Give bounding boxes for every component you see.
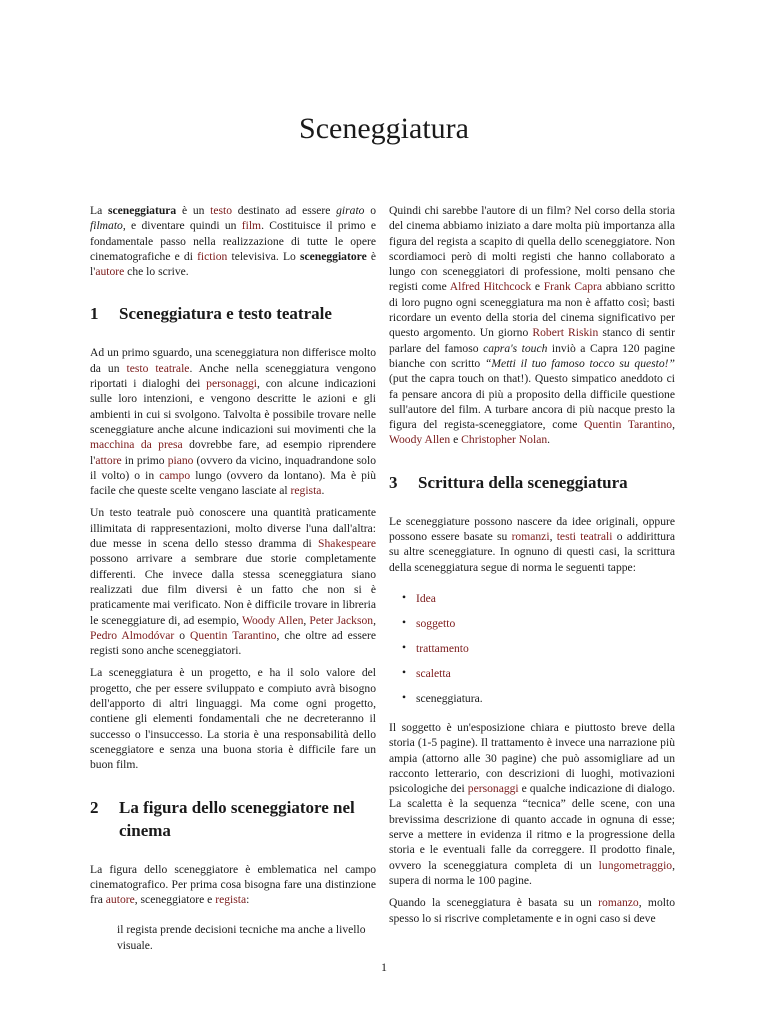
section-1-paragraph-1	[90, 345, 376, 498]
text-run: , con alcune indicazioni sulle loro intenzioni, e vengono descritte le azioni e gli ambienti in cui si svolgono. Talvolta è possibile trovare nelle sceneggiature anche alcune indicazioni sui movimenti che la	[90, 377, 376, 436]
page-title: Sceneggiatura	[299, 112, 469, 145]
section-number: 2	[90, 797, 99, 817]
italic-text: “Metti il tuo famoso tocco su questo!”	[484, 356, 675, 370]
text-run: La sceneggiatura è un progetto, e ha il solo valore del progetto, che per essere sviluppato e compiuto avrà bisogno dell'apporto di altri linguaggi. Ma come ogni progetto, contiene gli elementi fondamentali che ne decreteranno il successo o l'insuccesso. La storia è una responsabilità dello sceneggiatore e senza una buona storia è difficile fare un buon film.	[90, 666, 376, 772]
text-run: :	[246, 893, 250, 907]
text-run: La	[90, 204, 108, 217]
section-1-paragraph-3	[90, 665, 376, 772]
wiki-link[interactable]: Shakespeare	[318, 537, 376, 551]
text-run: Il soggetto è un'esposizione chiara e piuttosto breve della storia (1-5 pagine). Il trattamento è invece una narrazione più ampia (attorno alle 30 pagine) che può assomigliare ad un racconto letterario, con descrizioni di luoghi, motivazioni psicologiche dei	[389, 720, 675, 796]
steps-list	[389, 591, 675, 706]
text-run: , sceneggiatore e	[134, 893, 216, 907]
text-run: inviò a Capra 120 pagine bianche con scritto	[389, 341, 675, 370]
text-run: Quando la sceneggiatura è basata su un	[389, 896, 599, 910]
text-run: lungo (ovvero da lontano). Ma è più facile che queste scelte vengano lasciate al	[90, 468, 376, 498]
section-2-paragraph-1	[90, 862, 376, 908]
text-run: , che oltre ad essere registi sono anche sceneggiatori.	[90, 628, 376, 658]
wiki-link[interactable]: lungometraggio	[598, 858, 673, 872]
text-run: è un	[176, 204, 211, 217]
text-run: e	[531, 280, 544, 294]
section-number: 3	[389, 472, 398, 492]
section-3-paragraph-3	[389, 895, 675, 926]
wiki-link[interactable]: Quentin Tarantino	[584, 418, 673, 432]
text-run: Un testo teatrale può conoscere una quantità praticamente illimitata di rappresentazioni, molto diverse l'una dall'altra: due messe in scena dello stesso dramma di	[90, 506, 376, 551]
wiki-link[interactable]: autore	[105, 893, 135, 907]
wiki-link[interactable]: personaggi	[206, 377, 258, 391]
section-1-paragraph-2	[90, 505, 376, 658]
text-run: destinato ad essere	[232, 204, 337, 217]
wiki-link[interactable]: personaggi	[467, 782, 519, 796]
italic-text: girato	[336, 204, 365, 217]
section-1-heading	[90, 302, 376, 325]
text-run: abbiano scritto di loro pugno ogni sceneggiatura ma non è affatto così; basti ricordare un evento della storia del cinema significativo per questo argomento. Un giorno	[389, 280, 676, 340]
list-item[interactable]	[402, 591, 675, 606]
text-run: . Anche nella sceneggiatura vengono riportati i dialoghi dei	[90, 361, 376, 391]
page-number: 1	[381, 960, 387, 974]
text-run: possono arrivare a sembrare due storie completamente differenti. Che invece dalla stessa sceneggiatura siano realizzati due film diversi è un fatto che non si è praticamente mai verificato. Non è difficile trovare in libreria le sceneggiature di, ad esempio,	[90, 552, 376, 627]
wiki-link[interactable]: Quentin Tarantino	[190, 628, 277, 642]
text-run: televisiva. Lo	[227, 249, 300, 263]
text-run: Ad un primo sguardo, una sceneggiatura non differisce molto da un	[90, 346, 376, 375]
wiki-link[interactable]: fiction	[197, 249, 228, 263]
wiki-link[interactable]: Peter Jackson	[309, 613, 374, 627]
wiki-link[interactable]: regista	[290, 484, 322, 498]
wiki-link[interactable]: Frank Capra	[543, 280, 603, 294]
italic-text: capra's touch	[483, 341, 548, 355]
text-run: o	[174, 628, 191, 642]
wiki-link[interactable]: Pedro Almodóvar	[90, 628, 175, 642]
list-item[interactable]	[402, 641, 675, 656]
section-number: 1	[90, 304, 99, 324]
text-run: ,	[373, 613, 376, 627]
text-run: che lo scrive.	[124, 265, 189, 279]
step-label[interactable]: Idea	[416, 591, 436, 605]
section-3-heading	[389, 471, 675, 494]
text-run: (ovvero da vicino, inquadrandone solo il volto) o in	[90, 453, 376, 482]
section-2-quote: il regista prende decisioni tecniche ma anche a livello visuale.	[117, 923, 366, 952]
wiki-link[interactable]: Woody Allen	[241, 613, 304, 627]
text-run: .	[321, 484, 325, 498]
wiki-link[interactable]: Robert Riskin	[532, 326, 599, 340]
text-run: Le sceneggiature possono nascere da idee originali, oppure possono essere basate su	[389, 514, 675, 544]
wiki-link[interactable]: testi teatrali	[556, 530, 613, 544]
text-run: o addirittura su altre sceneggiature. In ognuno di questi casi, la scrittura della sceneggiatura segue di norma le seguenti tappe:	[389, 530, 676, 574]
section-3-paragraph-1	[389, 514, 675, 575]
section-title: Sceneggiatura e testo teatrale	[119, 304, 332, 324]
wiki-link[interactable]: testo	[210, 204, 233, 217]
right-column	[389, 203, 675, 933]
wiki-link[interactable]: romanzi	[511, 530, 550, 544]
wiki-link[interactable]: Alfred Hitchcock	[449, 280, 532, 294]
text-run: Quindi chi sarebbe l'autore di un film? Nel corso della storia del cinema abbiamo iniziato a dare molta più importanza alla figura del regista a scapito di quella dello sceneggiatore. Non scordiamoci però di molti registi che hanno collaborato a lungo con sceneggiatori di professione, molti pensano che registi come	[389, 204, 675, 294]
text-run: in primo	[121, 453, 168, 467]
wiki-link[interactable]: Woody Allen	[389, 433, 451, 447]
bold-term: sceneggiatore	[299, 249, 367, 263]
step-label[interactable]: soggetto	[416, 616, 456, 630]
text-run: (put the capra touch on that!). Questo simpatico aneddoto ci fa pensare ancora di più a proposito della difficile questione sull'autore del film. A turbare ancora di più nacque presto la figura del regista-sceneggiatore, come	[389, 372, 675, 432]
text-run: .	[547, 433, 551, 447]
wiki-link[interactable]: autore	[95, 265, 125, 279]
italic-text: filmato	[90, 219, 123, 233]
section-2-paragraph-2	[389, 203, 675, 448]
text-run: stanco di sentir parlare del famoso	[389, 326, 675, 355]
text-run: e	[450, 433, 462, 447]
left-column	[90, 203, 376, 960]
text-run: , supera di norma le 100 pagine.	[389, 858, 675, 887]
wiki-link[interactable]: film	[241, 219, 262, 233]
text-run: ,	[672, 418, 675, 432]
bold-term: sceneggiatura	[107, 204, 177, 217]
text-run: o	[364, 204, 377, 217]
step-label: sceneggiatura.	[416, 691, 483, 705]
text-run: ,	[549, 530, 557, 544]
step-label[interactable]: trattamento	[416, 641, 469, 655]
intro-paragraph	[90, 203, 376, 279]
list-item	[402, 691, 675, 706]
wiki-link[interactable]: Christopher Nolan	[461, 433, 548, 447]
text-run: ,	[303, 613, 310, 627]
wiki-link[interactable]: campo	[159, 468, 191, 482]
text-run: , molto spesso lo si riscrive completamente e in ogni caso si deve	[389, 896, 675, 925]
wiki-link[interactable]: attore	[95, 453, 122, 467]
text-run: è l'	[90, 249, 377, 279]
text-run: dovrebbe fare, ad esempio riprendere l'	[90, 438, 376, 467]
section-title: Scrittura della sceneggiatura	[418, 472, 628, 492]
text-run: . Costituisce il primo e fondamentale passo nella realizzazione di tutte le opere cinematografiche e di	[90, 219, 376, 263]
list-item[interactable]	[402, 666, 675, 681]
text-run: La figura dello sceneggiatore è emblematica nel campo cinematografico. Per prima cosa bisogna fare una distinzione fra	[90, 862, 376, 907]
section-title: La figura dello sceneggiatore nel cinema	[119, 797, 355, 840]
wiki-link[interactable]: regista	[215, 893, 247, 907]
list-item[interactable]	[402, 616, 675, 631]
wiki-link[interactable]: piano	[167, 453, 194, 467]
section-2-heading	[90, 796, 376, 842]
wiki-link[interactable]: macchina da presa	[90, 438, 183, 452]
wiki-link[interactable]: romanzo	[598, 896, 639, 910]
section-3-paragraph-2	[389, 720, 675, 888]
step-label[interactable]: scaletta	[416, 666, 451, 680]
wiki-link[interactable]: testo teatrale	[126, 361, 190, 375]
text-run: , e diventare quindi un	[122, 219, 242, 233]
text-run: e qualche indicazione di dialogo. La scaletta è la sequenza “tecnica” delle scene, con una brevissima descrizione di quanto accade in ognuna di esse; serve a mettere in evidenza il ritmo e la progressione della storia e le eventuali falle da correggere. Il prodotto finale, ovvero la sceneggiatura completa di un	[389, 782, 675, 872]
